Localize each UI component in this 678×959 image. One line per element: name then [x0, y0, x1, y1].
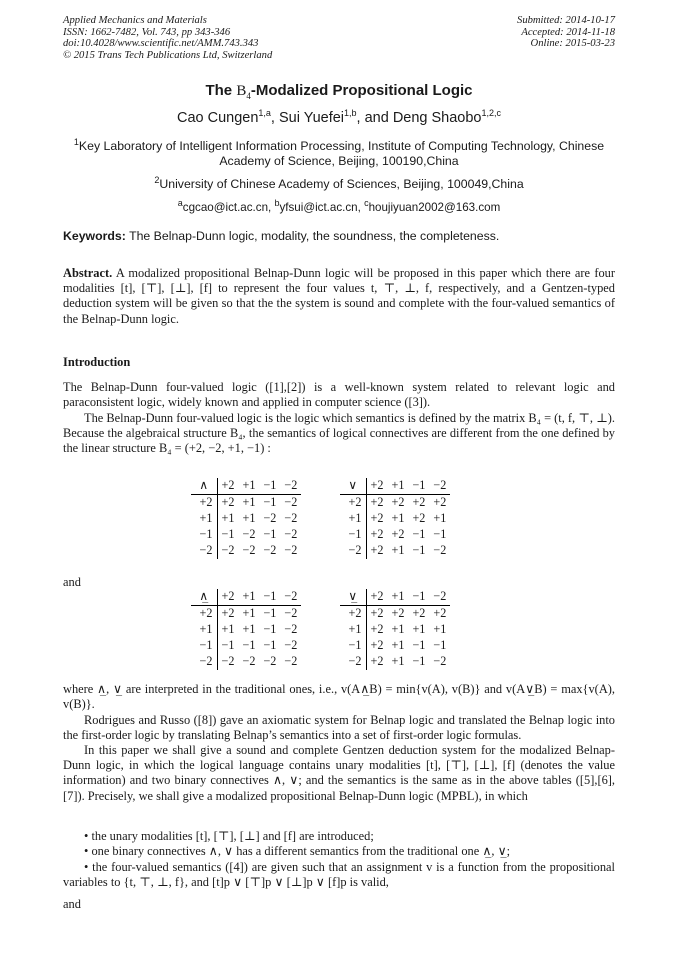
truth-table-underlined-and: [191, 589, 301, 670]
table-cell: +1: [242, 621, 256, 636]
table-row: [191, 543, 301, 559]
table-cell: −2: [242, 654, 256, 669]
table-cell: −2: [263, 543, 277, 558]
table-cell: +2: [366, 510, 387, 526]
table-cell: +2: [366, 494, 387, 510]
journal-header: [63, 15, 272, 61]
intro-paragraph-5: In this paper we shall give a sound and complete Gentzen deduction system for the modalized Belnap-Dunn logic, in which the logical language contains unary modalities [t], [⊤], [⊥], [f] (denotes the value information) and two binary connectives ∧, ∨; and the semantics is the same as in the above tables ([5],[6],[7]). Precisely, we shall give a modalized propositional Belnap-Dunn logic (MPBL), in which: [63, 743, 615, 803]
table-cell: −2: [284, 510, 298, 525]
truth-table-and: [191, 478, 301, 559]
table-column-header: +2: [366, 589, 387, 605]
table-column-header: +2: [366, 478, 387, 494]
table-row-header: −2: [348, 543, 362, 558]
truth-table-or: [340, 478, 450, 559]
table-row-header: −1: [348, 527, 362, 542]
table-row-header: +2: [348, 495, 362, 510]
intro-paragraph-4: Rodrigues and Russo ([8]) gave an axiomatic system for Belnap logic and translated the Belnap logic into the first-order logic by translating Belnap’s semantics into a set of first-order logic formulas.: [63, 713, 615, 743]
table-row-header: +1: [199, 510, 213, 525]
table-row: [340, 494, 450, 510]
table-column-header: +1: [238, 478, 259, 494]
intro-paragraph-1: The Belnap-Dunn four-valued logic ([1],[2]) is a well-known system related to relevant logic and paraconsistent logic, widely known and applied in computer science ([3]).: [63, 380, 615, 410]
table-row: [191, 654, 301, 670]
keywords: Keywords: The Belnap-Dunn logic, modality, the soundness, the completeness.: [63, 229, 500, 243]
table-row: [340, 654, 450, 670]
table-cell: −1: [263, 621, 277, 636]
table-cell: −2: [242, 527, 256, 542]
table-row-header: +2: [348, 606, 362, 621]
table-row: [340, 527, 450, 543]
table-cell: −2: [284, 638, 298, 653]
table-cell: −2: [284, 543, 298, 558]
table-cell: −1: [217, 638, 238, 654]
table-column-header: −1: [259, 478, 280, 494]
affiliation-2: $^2$University of Chinese Academy of Sciences, Beijing, 100049,China: [154, 175, 524, 192]
table-row-header: +1: [348, 510, 362, 525]
table-cell: −2: [242, 543, 256, 558]
table-row: [191, 638, 301, 654]
table-row: [191, 494, 301, 510]
table-cell: +1: [217, 510, 238, 526]
issn: ISSN: 1662-7482, Vol. 743, pp 343-346: [63, 26, 231, 38]
and-connector-1: and: [63, 575, 81, 589]
table-cell: +1: [391, 510, 405, 525]
table-cell: −1: [412, 638, 426, 653]
table-cell: +2: [217, 494, 238, 510]
table-cell: +2: [217, 605, 238, 621]
submitted-date: Submitted: 2014-10-17: [517, 15, 615, 26]
author-name: Deng Shaobo: [392, 109, 482, 126]
table-cell: +2: [366, 543, 387, 559]
table-cell: +2: [366, 621, 387, 637]
table-cell: +1: [391, 543, 405, 558]
table-cell: +2: [391, 495, 405, 510]
table-operator: ∨: [340, 478, 366, 494]
table-cell: +1: [242, 606, 256, 621]
table-cell: −2: [263, 510, 277, 525]
table-cell: −2: [217, 654, 238, 670]
table-row: [340, 543, 450, 559]
and-connector-2: and: [63, 897, 81, 911]
table-cell: +1: [391, 638, 405, 653]
table-cell: −2: [284, 621, 298, 636]
table-cell: +1: [433, 510, 447, 525]
table-cell: −1: [412, 527, 426, 542]
table-column-header: +1: [387, 589, 408, 605]
table-cell: −1: [263, 606, 277, 621]
table-column-header: −2: [429, 589, 450, 605]
table-row: [191, 510, 301, 526]
table-cell: −1: [263, 527, 277, 542]
table-row: [340, 621, 450, 637]
table-cell: +2: [391, 606, 405, 621]
table-row: [340, 510, 450, 526]
table-cell: −1: [433, 527, 447, 542]
table-cell: +2: [366, 638, 387, 654]
bullet-item: • one binary connectives ∧, ∨ has a different semantics from the traditional one ∧̲, ∨̲;: [84, 844, 511, 858]
table-column-header: −1: [408, 478, 429, 494]
table-cell: −2: [284, 495, 298, 510]
doi: doi:10.4028/www.scientific.net/AMM.743.343: [63, 38, 259, 50]
table-row-header: −1: [199, 527, 213, 542]
table-cell: +1: [391, 621, 405, 636]
table-row: [191, 527, 301, 543]
table-cell: +1: [242, 495, 256, 510]
table-row-header: +1: [199, 621, 213, 636]
section-heading-introduction: Introduction: [63, 355, 131, 369]
table-cell: −2: [284, 527, 298, 542]
table-cell: +2: [433, 495, 447, 510]
table-row: [191, 621, 301, 637]
table-cell: −1: [263, 495, 277, 510]
table-column-header: −1: [259, 589, 280, 605]
table-row-header: −1: [199, 638, 213, 653]
table-cell: −1: [433, 638, 447, 653]
table-cell: −1: [412, 543, 426, 558]
paper-title: The $B_4$-Modalized Propositional Logic: [205, 82, 473, 101]
table-column-header: −2: [280, 478, 301, 494]
table-cell: +1: [391, 654, 405, 669]
table-cell: −2: [433, 654, 447, 669]
abstract: Abstract. A modalized propositional Belnap-Dunn logic will be proposed in this paper which there are four modalities [t], [⊤], [⊥], [f] to represent the four values t, ⊤, ⊥, f, respectively, and a Gentzen-typed deduction system will be given so that the the system is sound and complete with the four-valued semantics of the Belnap-Dunn logic.: [63, 266, 615, 326]
table-column-header: +2: [217, 589, 238, 605]
truth-table-underlined-or: [340, 589, 450, 670]
table-cell: −2: [284, 654, 298, 669]
emails: $^a$cgcao@ict.ac.cn, $^b$yfsui@ict.ac.cn, $^c$houjiyuan2002@163.com: [177, 198, 501, 214]
affiliation-1: $^1$Key Laboratory of Intelligent Information Processing, Institute of Computing Technology, Chinese Academy of Science, Beijing, 100190,China: [73, 137, 605, 169]
table-column-header: −2: [429, 478, 450, 494]
table-cell: −2: [217, 543, 238, 559]
table-row: [340, 638, 450, 654]
table-row: [191, 605, 301, 621]
table-cell: +1: [433, 621, 447, 636]
author-name: Sui Yuefei: [278, 109, 345, 126]
intro-paragraph-3: where ∧̲, ∨̲ are interpreted in the traditional ones, i.e., v(A∧̲B) = min{v(A), v(B)} and v(A∨̲B) = max{v(A), v(B)}.: [63, 682, 615, 712]
table-cell: −2: [284, 606, 298, 621]
table-cell: +2: [412, 510, 426, 525]
table-cell: −2: [263, 654, 277, 669]
online-date: Online: 2015-03-23: [530, 38, 615, 50]
dates-header: [517, 15, 615, 50]
table-cell: +1: [412, 621, 426, 636]
table-column-header: +1: [387, 478, 408, 494]
table-cell: +2: [366, 527, 387, 543]
journal-name: Applied Mechanics and Materials: [63, 15, 207, 26]
table-column-header: +2: [217, 478, 238, 494]
table-column-header: −2: [280, 589, 301, 605]
table-cell: −1: [217, 527, 238, 543]
author-list: Cao Cungen$^{1,a}$, Sui Yuefei$^{1,b}$, and Deng Shaobo$^{1,2,c}$: [176, 108, 502, 126]
table-cell: +1: [217, 621, 238, 637]
copyright: © 2015 Trans Tech Publications Ltd, Switzerland: [63, 49, 273, 61]
table-row-header: +2: [199, 606, 213, 621]
table-cell: +2: [366, 605, 387, 621]
table-column-header: −1: [408, 589, 429, 605]
accepted-date: Accepted: 2014-11-18: [521, 26, 615, 38]
table-operator: ∧: [191, 478, 217, 494]
table-operator: ∨̲: [340, 589, 366, 605]
table-row-header: −2: [348, 654, 362, 669]
intro-paragraph-2: The Belnap-Dunn four-valued logic is the logic which semantics is defined by the matrix B₄ = (t, f, ⊤, ⊥). Because the algebraical structure B₄, the semantics of logical connectives are different from the one defined by the linear structure B₄ = (+2, −2, +1, −1) :: [63, 411, 615, 456]
table-row-header: +2: [199, 495, 213, 510]
table-row-header: −2: [199, 543, 213, 558]
table-row-header: −1: [348, 638, 362, 653]
bullet-item: • the unary modalities [t], [⊤], [⊥] and [f] are introduced;: [84, 829, 374, 843]
table-cell: −1: [263, 638, 277, 653]
table-row-header: −2: [199, 654, 213, 669]
table-cell: +2: [391, 527, 405, 542]
table-cell: +2: [412, 606, 426, 621]
table-row: [340, 605, 450, 621]
author-name: Cao Cungen: [176, 109, 259, 126]
table-cell: +2: [433, 606, 447, 621]
table-cell: −1: [242, 638, 256, 653]
table-operator: ∧̲: [191, 589, 217, 605]
table-cell: +2: [412, 495, 426, 510]
table-row-header: +1: [348, 621, 362, 636]
table-cell: +1: [242, 510, 256, 525]
table-cell: −2: [433, 543, 447, 558]
table-column-header: +1: [238, 589, 259, 605]
bullet-item: • the four-valued semantics ([4]) are given such that an assignment v is a function from the propositional variables to {t, ⊤, ⊥, f}, and [t]p ∨ [⊤]p ∨ [⊥]p ∨ [f]p is valid,: [63, 860, 615, 890]
table-cell: +2: [366, 654, 387, 670]
table-cell: −1: [412, 654, 426, 669]
